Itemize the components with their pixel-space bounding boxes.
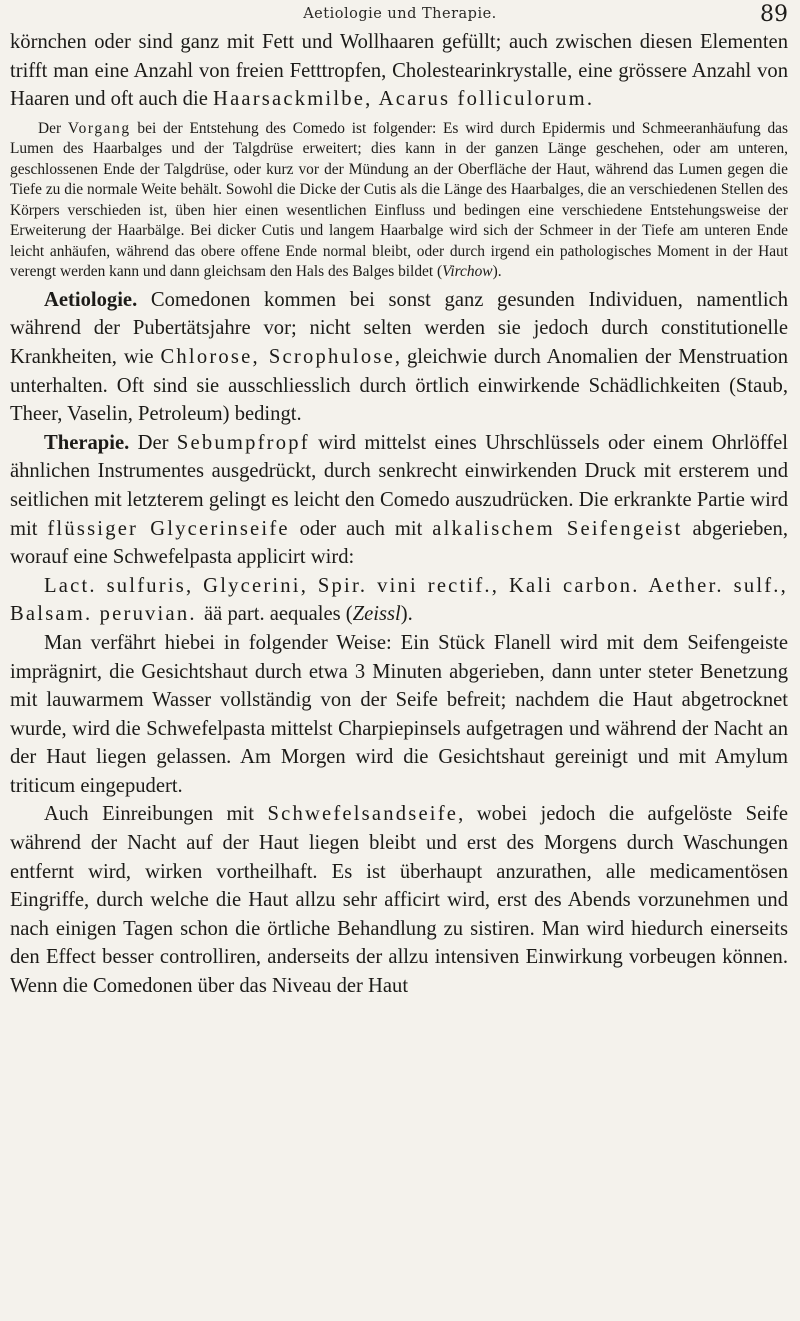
prescription — [10, 572, 788, 629]
text-run: Comedonen kommen bei sonst ganz gesunden Individuen, namentlich während der Pubertätsjahre vor; nicht selten werden sie jedoch durch constitutionelle Krankheiten, wie — [10, 288, 788, 368]
section-heading-aetiologie: Aetiologie. — [44, 288, 138, 311]
term-sebumpfropf: Sebumpfropf — [176, 431, 310, 454]
term-vorgang: Vorgang — [67, 119, 131, 137]
citation-virchow: Virchow — [442, 263, 493, 281]
text-run: abgerieben, worauf eine Schwefelpasta applicirt wird: — [10, 517, 788, 569]
prescription-ingredients: Lact. sulfuris, Glycerini, Spir. vini rectif., Kali carbon. Aether. sulf., Balsam. peruvian. — [10, 574, 788, 626]
citation-zeissl: Zeissl — [352, 603, 401, 626]
text-run: ää part. aequales ( — [204, 603, 353, 626]
text-run: . — [586, 88, 593, 111]
section-heading-therapie: Therapie. — [44, 431, 130, 454]
running-title: Aetiologie und Therapie. — [303, 6, 497, 22]
term-seifengeist: alkalischem Seifengeist — [432, 517, 683, 540]
text-run: ). — [492, 263, 502, 281]
text-run: , wobei jedoch die aufgelöste Seife während der Nacht auf der Haut liegen bleibt und erst des Morgens durch Waschungen entfernt wird, wirken vortheilhaft. Es ist überhaupt anzurathen, alle medicamentösen Eingriffe, durch welche die Haut allzu sehr afficirt wird, erst des Abends vorzunehmen und nach einigen Tagen schon die örtliche Behandlung zu sistiren. Man wird hiedurch einerseits den Effect besser controlliren, anderseits der allzu intensiven Einwirkung vorbeugen können. Wenn die Comedonen über das Niveau der Haut — [10, 803, 788, 998]
page-body — [10, 28, 788, 1001]
page-number: 89 — [760, 2, 788, 27]
section-therapie — [10, 429, 788, 572]
text-run: ). — [400, 603, 413, 626]
paragraph-procedure — [10, 629, 788, 801]
text-run: wird mittelst eines Uhrschlüssels oder einem Ohrlöffel ähnlichen Instrumentes ausgedrückt, durch senkrecht einwirkenden Druck mit ersterem und seitlichen mit letzterem gelingt es leicht den Comedo auszudrücken. Die erkrankte Partie wird mit — [10, 431, 788, 540]
text-run: Auch Einreibungen mit — [44, 803, 268, 826]
term-diseases: Chlorose, Scrophulose — [160, 345, 395, 368]
text-run: , gleichwie durch Anomalien der Menstruation unterhalten. Oft sind sie ausschliesslich durch örtlich einwirkende Schädlichkeiten (Staub, Theer, Vaselin, Petroleum) bedingt. — [10, 345, 789, 426]
text-run: bei der Entstehung des Comedo ist folgender: Es wird durch Epidermis und Schmeeranhäufung das Lumen des Haarbalges und der Talgdrüse erweitert; dies kann in der ganzen Länge geschehen, oder am unteren, geschlossenen Ende der Talgdrüse, oder kurz vor der Mündung an der Oberfläche der Haut, während das Lumen gegen die Tiefe zu die normale Weite behält. Sowohl die Dicke der Cutis als die Länge des Haarbalges, die an verschiedenen Stellen des Körpers verschieden ist, üben hier einen wesentlichen Einfluss und bedingen eine verschiedene Entstehungsweise der Erweiterung der Haarbälge. Bei dicker Cutis und langem Haarbalge wird sich der Schmeer in der Tiefe am unteren Ende leicht anhäufen, während das obere offene Ende normal bleibt, oder durch irgend ein pathologisches Moment in der Haut verengt werden kann und dann gleichsam den Hals des Balges bildet ( — [10, 119, 789, 281]
paragraph-einreibungen — [10, 800, 788, 1000]
text-run: oder auch mit — [289, 517, 433, 540]
term-schwefelsandseife: Schwefelsandseife — [267, 803, 459, 826]
page-header — [0, 2, 800, 28]
note-vorgang — [10, 119, 788, 283]
section-aetiologie — [10, 286, 788, 429]
text-run: Der — [129, 431, 177, 454]
text-run: Der — [38, 119, 68, 137]
term-glycerinseife: flüssiger Glycerinseife — [47, 517, 290, 540]
text-run: Man verfährt hiebei in folgender Weise: Ein Stück Flanell wird mit dem Seifengeiste imprägnirt, die Gesichtshaut durch etwa 3 Minuten abgerieben, dann unter steter Benetzung mit lauwarmem Wasser vollständig von der Seife befreit; nachdem die Haut abgetrocknet wurde, wird die Schwefelpasta mittelst Charpiepinsels aufgetragen und während der Nacht an der Haut liegen gelassen. Am Morgen wird die Gesichtshaut gereinigt und mit Amylum triticum eingepudert. — [10, 631, 788, 797]
paragraph-continuation — [10, 28, 788, 114]
term-acarus: Haarsackmilbe, Acarus folliculorum — [213, 88, 587, 111]
text-run: körnchen oder sind ganz mit Fett und Wollhaaren gefüllt; auch zwischen diesen Elementen trifft man eine Anzahl von freien Fetttropfen, Cholestearinkrystalle, eine grössere Anzahl von Haaren und oft auch die — [10, 31, 788, 111]
